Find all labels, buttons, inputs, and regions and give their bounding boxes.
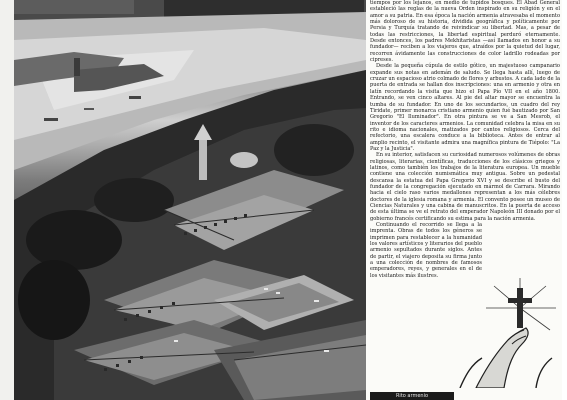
left-margin bbox=[0, 0, 14, 400]
article-paragraph: En su interior, satisfacen su curiosidad numerosos volúmenes de obras religiosas, literarias, científicas, traducciones de los clásicos griegos y latinos, como también los trabajos de la literatura europea. Un mueble contiene una colección numismática muy antigua. Sobre un pedestal descansa la estatua del Papa Gregorio XVI y se describe el busto del fundador de la congregación ejecutado en mármol de Carrara. Mirando hacia el cielo raso varios medallones representan a los más célebres doctores de la iglesia romana y armenia. El convento posee un museo de Ciencias Naturales y una cabina de manuscritos. En la puerta de acceso de esta última se ve el retrato del emperador Napoleón III donado por el gobierno francés certificando su estima para la nación armenia. bbox=[370, 152, 560, 222]
illustration-drawing bbox=[456, 278, 564, 388]
figure-caption: Rito armenio bbox=[370, 392, 454, 400]
aerial-photograph bbox=[14, 0, 366, 400]
right-margin bbox=[562, 0, 567, 400]
article-paragraph: tiempos por los lejanos, en medio de tupidos bosques. El Abad General estableció las reglas de la nueva Orden inspirado en su religión y en el amor a su patria. En esa época la nación armenia atravesaba el momento más doloroso de su historia, dividida geográfica y políticamente por Persia y Turquía tratando de reivindicar su libertad. Mas, a pesar de todas las restricciones, la libertad espiritual perduró eternamente. Desde entonces, los padres Mekhitaristas —así llamados en honor a su fundador— reciben a los viajeros que, atraídos por la quietud del lugar, recorren ávidamente las construcciones de color ladrillo rodeadas por cipreses. bbox=[370, 0, 560, 64]
illustration-hand-with-cross bbox=[456, 278, 564, 388]
article-paragraph: Desde la pequeña cúpula de estilo gótico, un majestuoso campanario expande sus notas en ademán de saludo. Se llega hasta allí, luego de cruzar un espacioso atrio colmado de flores y arbustos. A cada lado de la puerta de entrada se hallan dos inscripciones: una en armenio y otra en latín recordando la visita que hizo el Papa Pío VII en el año 1800. Entrando, se ven cinco altares. Al pie del altar mayor se encuentra la tumba de su fundador. En uno de los secundarios, un cuadro del rey Tiridate, primer monarca cristiano armenio quien fué bautizado por San Gregorio "El Iluminador". En otra pintura se ve a San Mesrob, el inventor de los caracteres armenios. La comunidad celebra la misa en su rito e idioma nacionales, matizados por cantos religiosos. Cerca del refectorio, una escalera conduce a la biblioteca. Antes de entrar al amplio recinto, el visitante admira una magnífica pintura de Tiépolo: "La Paz y la Justicia". bbox=[370, 63, 560, 152]
aerial-photograph-drawing bbox=[14, 0, 366, 400]
article-paragraph-wrapped: Continuando el recorrido se llega a la imprenta. Obras de todos los géneros se imprimen para restablecer a la humanidad los valores artísticos y literarios del pueblo armenio sepultados durante siglos. Antes de partir, el viajero deposita su firma junto a una colección de nombres de famosos emperadores, reyes, y generales en el de los visitantes más ilustres. bbox=[370, 222, 482, 279]
